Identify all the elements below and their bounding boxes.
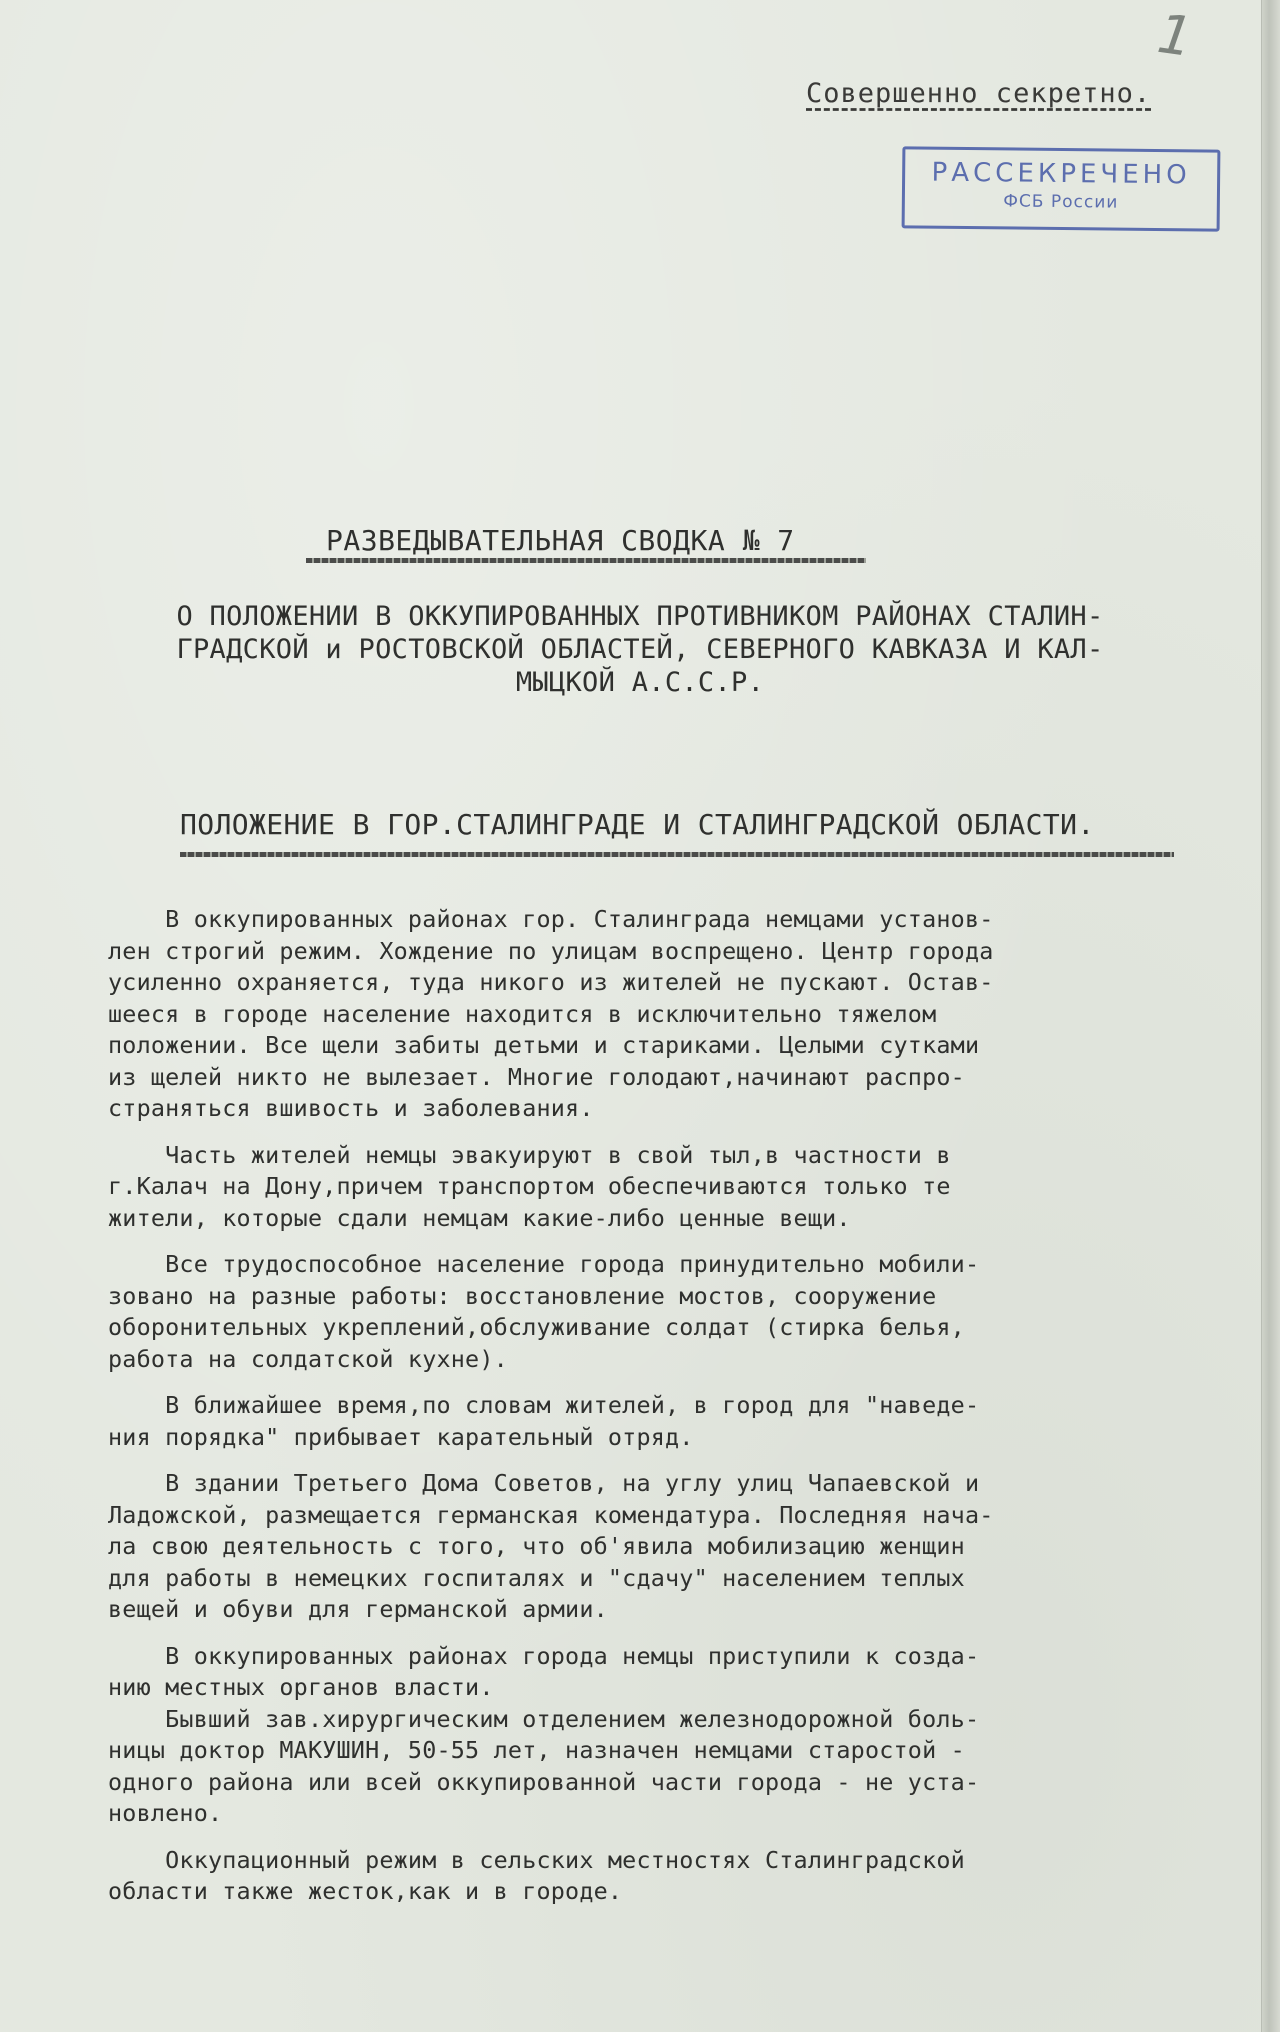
declassified-stamp: [902, 146, 1221, 231]
text-line: Часть жителей немцы эвакуируют в свой тыл,в частности в: [108, 1140, 951, 1169]
text-line: ницы доктор МАКУШИН, 50-55 лет, назначен немцами старостой -: [108, 1736, 965, 1764]
text-line: для работы в немецких госпиталях и "сдачу" населением теплых: [108, 1563, 965, 1592]
text-line: зовано на разные работы: восстановление мостов, сооружение: [108, 1281, 937, 1310]
paragraph: [108, 1845, 1270, 1908]
page-number: 1: [1153, 1, 1197, 70]
document-subtitle: [100, 600, 1180, 699]
stamp-main-text: РАССЕКРЕЧЕНО: [931, 157, 1191, 191]
text-line: г.Калач на Дону,причем транспортом обеспечиваются только те: [108, 1172, 951, 1200]
classification-marking: Совершенно секретно.: [806, 78, 1152, 109]
document-title: РАЗВЕДЫВАТЕЛЬНАЯ СВОДКА № 7: [326, 524, 795, 557]
title-underline: [306, 558, 866, 563]
report-body: [108, 904, 1270, 1923]
subtitle-line: О ПОЛОЖЕНИИ В ОККУПИРОВАННЫХ ПРОТИВНИКОМ РАЙОНАХ СТАЛИН-: [176, 601, 1104, 632]
paragraph: [108, 1704, 1270, 1830]
stamp-agency-text: ФСБ России: [1003, 191, 1119, 213]
text-line: области также жесток,как и в городе.: [108, 1877, 623, 1905]
text-line: нию местных органов власти.: [108, 1673, 494, 1701]
text-line: положении. Все щели забиты детьми и стариками. Целыми сутками: [108, 1031, 980, 1059]
text-line: В оккупированных районах гор. Сталинграда немцами установ-: [108, 905, 994, 933]
paragraph: [108, 1641, 1270, 1704]
subtitle-line: МЫЦКОЙ А.С.С.Р.: [515, 667, 765, 698]
text-line: страняться вшивость и заболевания.: [108, 1094, 594, 1122]
text-line: жители, которые сдали немцам какие-либо ценные вещи.: [108, 1203, 851, 1232]
text-line: Все трудоспособное население города принудительно мобили-: [108, 1250, 980, 1278]
text-line: усиленно охраняется, туда никого из жителей не пускают. Остав-: [108, 968, 994, 996]
section-heading: ПОЛОЖЕНИЕ В ГОР.СТАЛИНГРАДЕ И СТАЛИНГРАДСКОЙ ОБЛАСТИ.: [180, 808, 1095, 841]
text-line: оборонительных укреплений,обслуживание солдат (стирка белья,: [108, 1313, 965, 1341]
text-line: лен строгий режим. Хождение по улицам воспрещено. Центр города: [108, 936, 994, 965]
paragraph: [108, 1390, 1270, 1453]
text-line: вещей и обуви для германской армии.: [108, 1595, 608, 1623]
text-line: Оккупационный режим в сельских местностях Сталинградской: [108, 1845, 965, 1874]
text-line: Ладожской, размещается германская комендатура. Последняя нача-: [108, 1500, 994, 1529]
paragraph: [108, 1468, 1270, 1626]
page-binding-edge: [1261, 0, 1280, 2032]
paragraph: [108, 1249, 1270, 1375]
text-line: ла свою деятельность с того, что об'явила мобилизацию женщин: [108, 1532, 965, 1560]
paragraph: [108, 904, 1270, 1125]
text-line: из щелей никто не вылезает. Многие голодают,начинают распро-: [108, 1062, 965, 1091]
section-underline: [180, 852, 1174, 857]
text-line: ния порядка" прибывает карательный отряд.: [108, 1422, 694, 1451]
text-line: Бывший зав.хирургическим отделением железнодорожной боль-: [108, 1704, 980, 1733]
text-line: новлено.: [108, 1799, 223, 1827]
text-line: работа на солдатской кухне).: [108, 1344, 508, 1373]
text-line: В здании Третьего Дома Советов, на углу улиц Чапаевской и: [108, 1469, 980, 1497]
subtitle-line: ГРАДСКОЙ и РОСТОВСКОЙ ОБЛАСТЕЙ, СЕВЕРНОГО КАВКАЗА И КАЛ-: [176, 634, 1104, 665]
text-line: шееся в городе население находится в исключительно тяжелом: [108, 999, 937, 1028]
text-line: В оккупированных районах города немцы приступили к созда-: [108, 1641, 980, 1670]
paragraph: [108, 1140, 1270, 1235]
text-line: В ближайшее время,по словам жителей, в город для "наведе-: [108, 1391, 980, 1419]
text-line: одного района или всей оккупированной части города - не уста-: [108, 1767, 980, 1796]
